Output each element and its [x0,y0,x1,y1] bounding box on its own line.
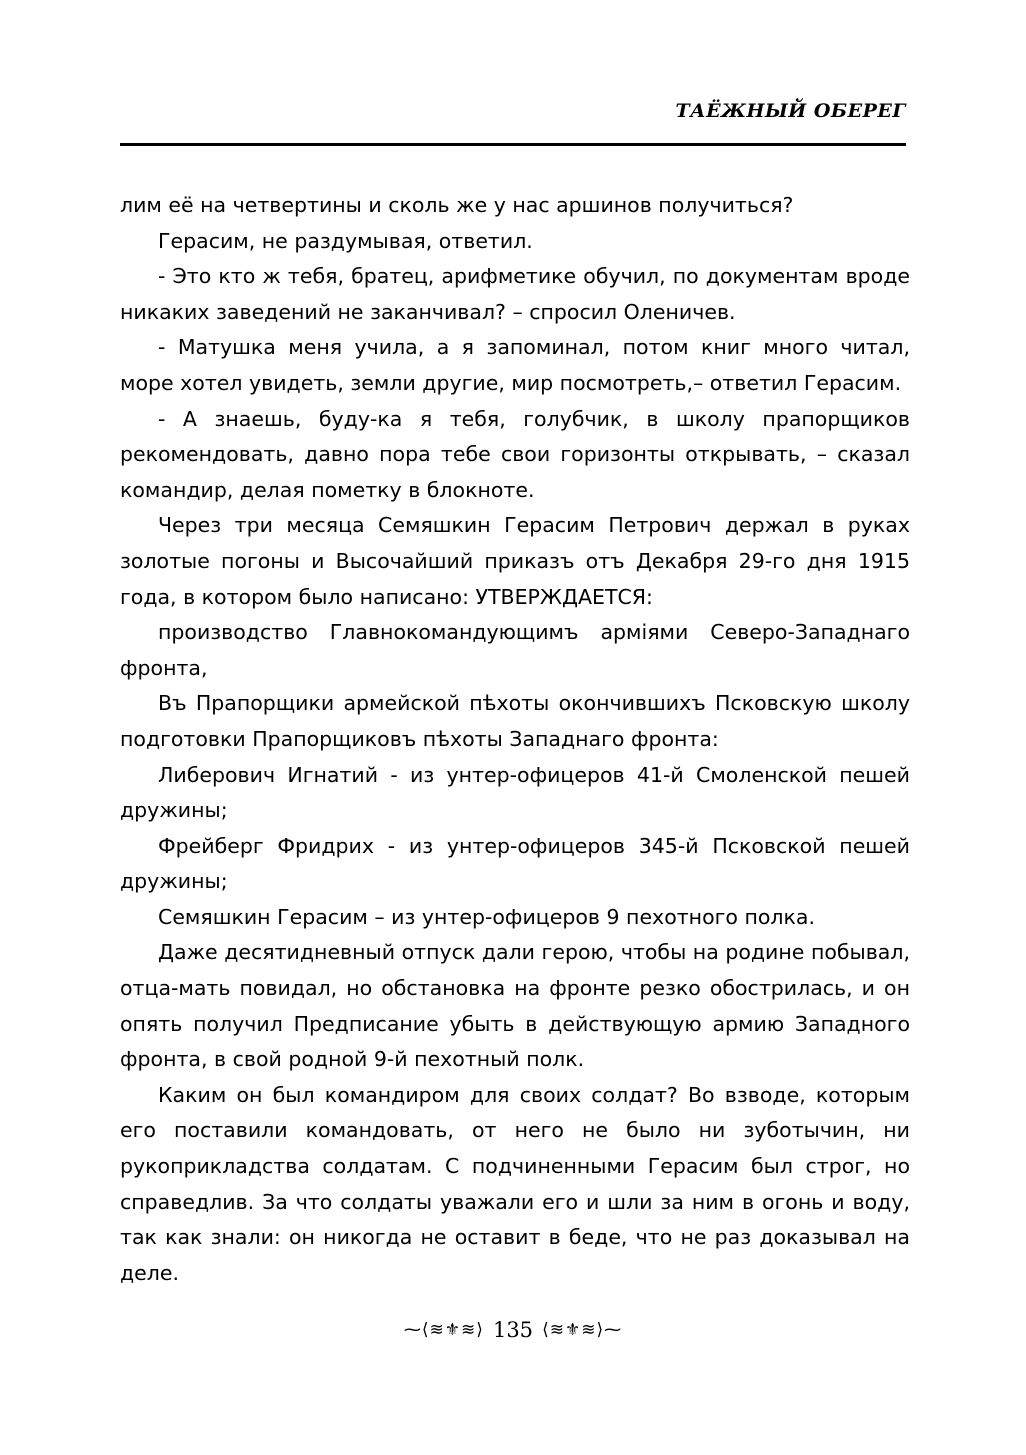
header-divider [120,143,906,146]
paragraph: Каким он был командиром для своих солдат? Во взводе, которым его поставили командовать, от него не было ни зуботычин, ни рукоприкладства солдатам. С подчиненными Герасим был строг, но справедлив. За что солдаты уважали его и шли за ним в огонь и воду, так как знали: он никогда не оставит в беде, что не раз доказывал на деле. [120,1082,910,1285]
ornament-right-icon: ⟨≋⚜≋⟩⁓ [542,1320,623,1340]
paragraph: лим её на четвертины и сколь же у нас аршинов получиться? [120,193,794,217]
paragraph: Либерович Игнатий - из унтер-офицеров 41-й Смоленской пешей дружины; [120,762,910,823]
page-number: 135 [492,1318,534,1342]
page-header [120,100,906,122]
paragraph: - Матушка меня учила, а я запоминал, потом книг много читал, море хотел увидеть, земли другие, мир посмотреть,– ответил Герасим. [120,335,910,395]
paragraph: - Это кто ж тебя, братец, арифметике обучил, по документам вроде никаких заведений не заканчивал? – спросил Оленичев. [120,264,910,324]
paragraph: Фрейберг Фридрих - из унтер-офицеров 345-й Псковской пешей дружины; [120,833,910,894]
paragraph: Въ Прапорщики армейской пѣхоты окончившихъ Псковскую школу подготовки Прапорщиковъ пѣхоты Западнаго фронта: [120,691,910,751]
paragraph: Даже десятидневный отпуск дали герою, чтобы на родине побывал, отца-мать повидал, но обстановка на фронте резко обострилась, и он опять получил Предписание убыть в действующую армию Западного фронта, в свой родной 9-й пехотный полк. [120,940,910,1072]
page-footer [0,1318,1026,1342]
running-title: ТАЁЖНЫЙ ОБЕРЕГ [675,100,906,122]
paragraph: Семяшкин Герасим – из унтер-офицеров 9 пехотного полка. [158,904,815,929]
paragraph: Герасим, не раздумывая, ответил. [158,228,533,253]
body-text [120,188,910,1291]
paragraph: Через три месяца Семяшкин Герасим Петрович держал в руках золотые погоны и Высочайший приказъ отъ Декабря 29-го дня 1915 года, в котором было написано: УТВЕРЖДАЕТСЯ: [120,513,910,609]
paragraph: - А знаешь, буду-ка я тебя, голубчик, в школу прапорщиков рекомендовать, давно пора тебе свои горизонты открывать, – сказал командир, делая пометку в блокноте. [120,406,910,502]
paragraph: производство Главнокомандующимъ армiями Северо-Западнаго фронта, [120,620,910,680]
ornament-left-icon: ⁓⟨≋⚜≋⟩ [403,1320,484,1340]
